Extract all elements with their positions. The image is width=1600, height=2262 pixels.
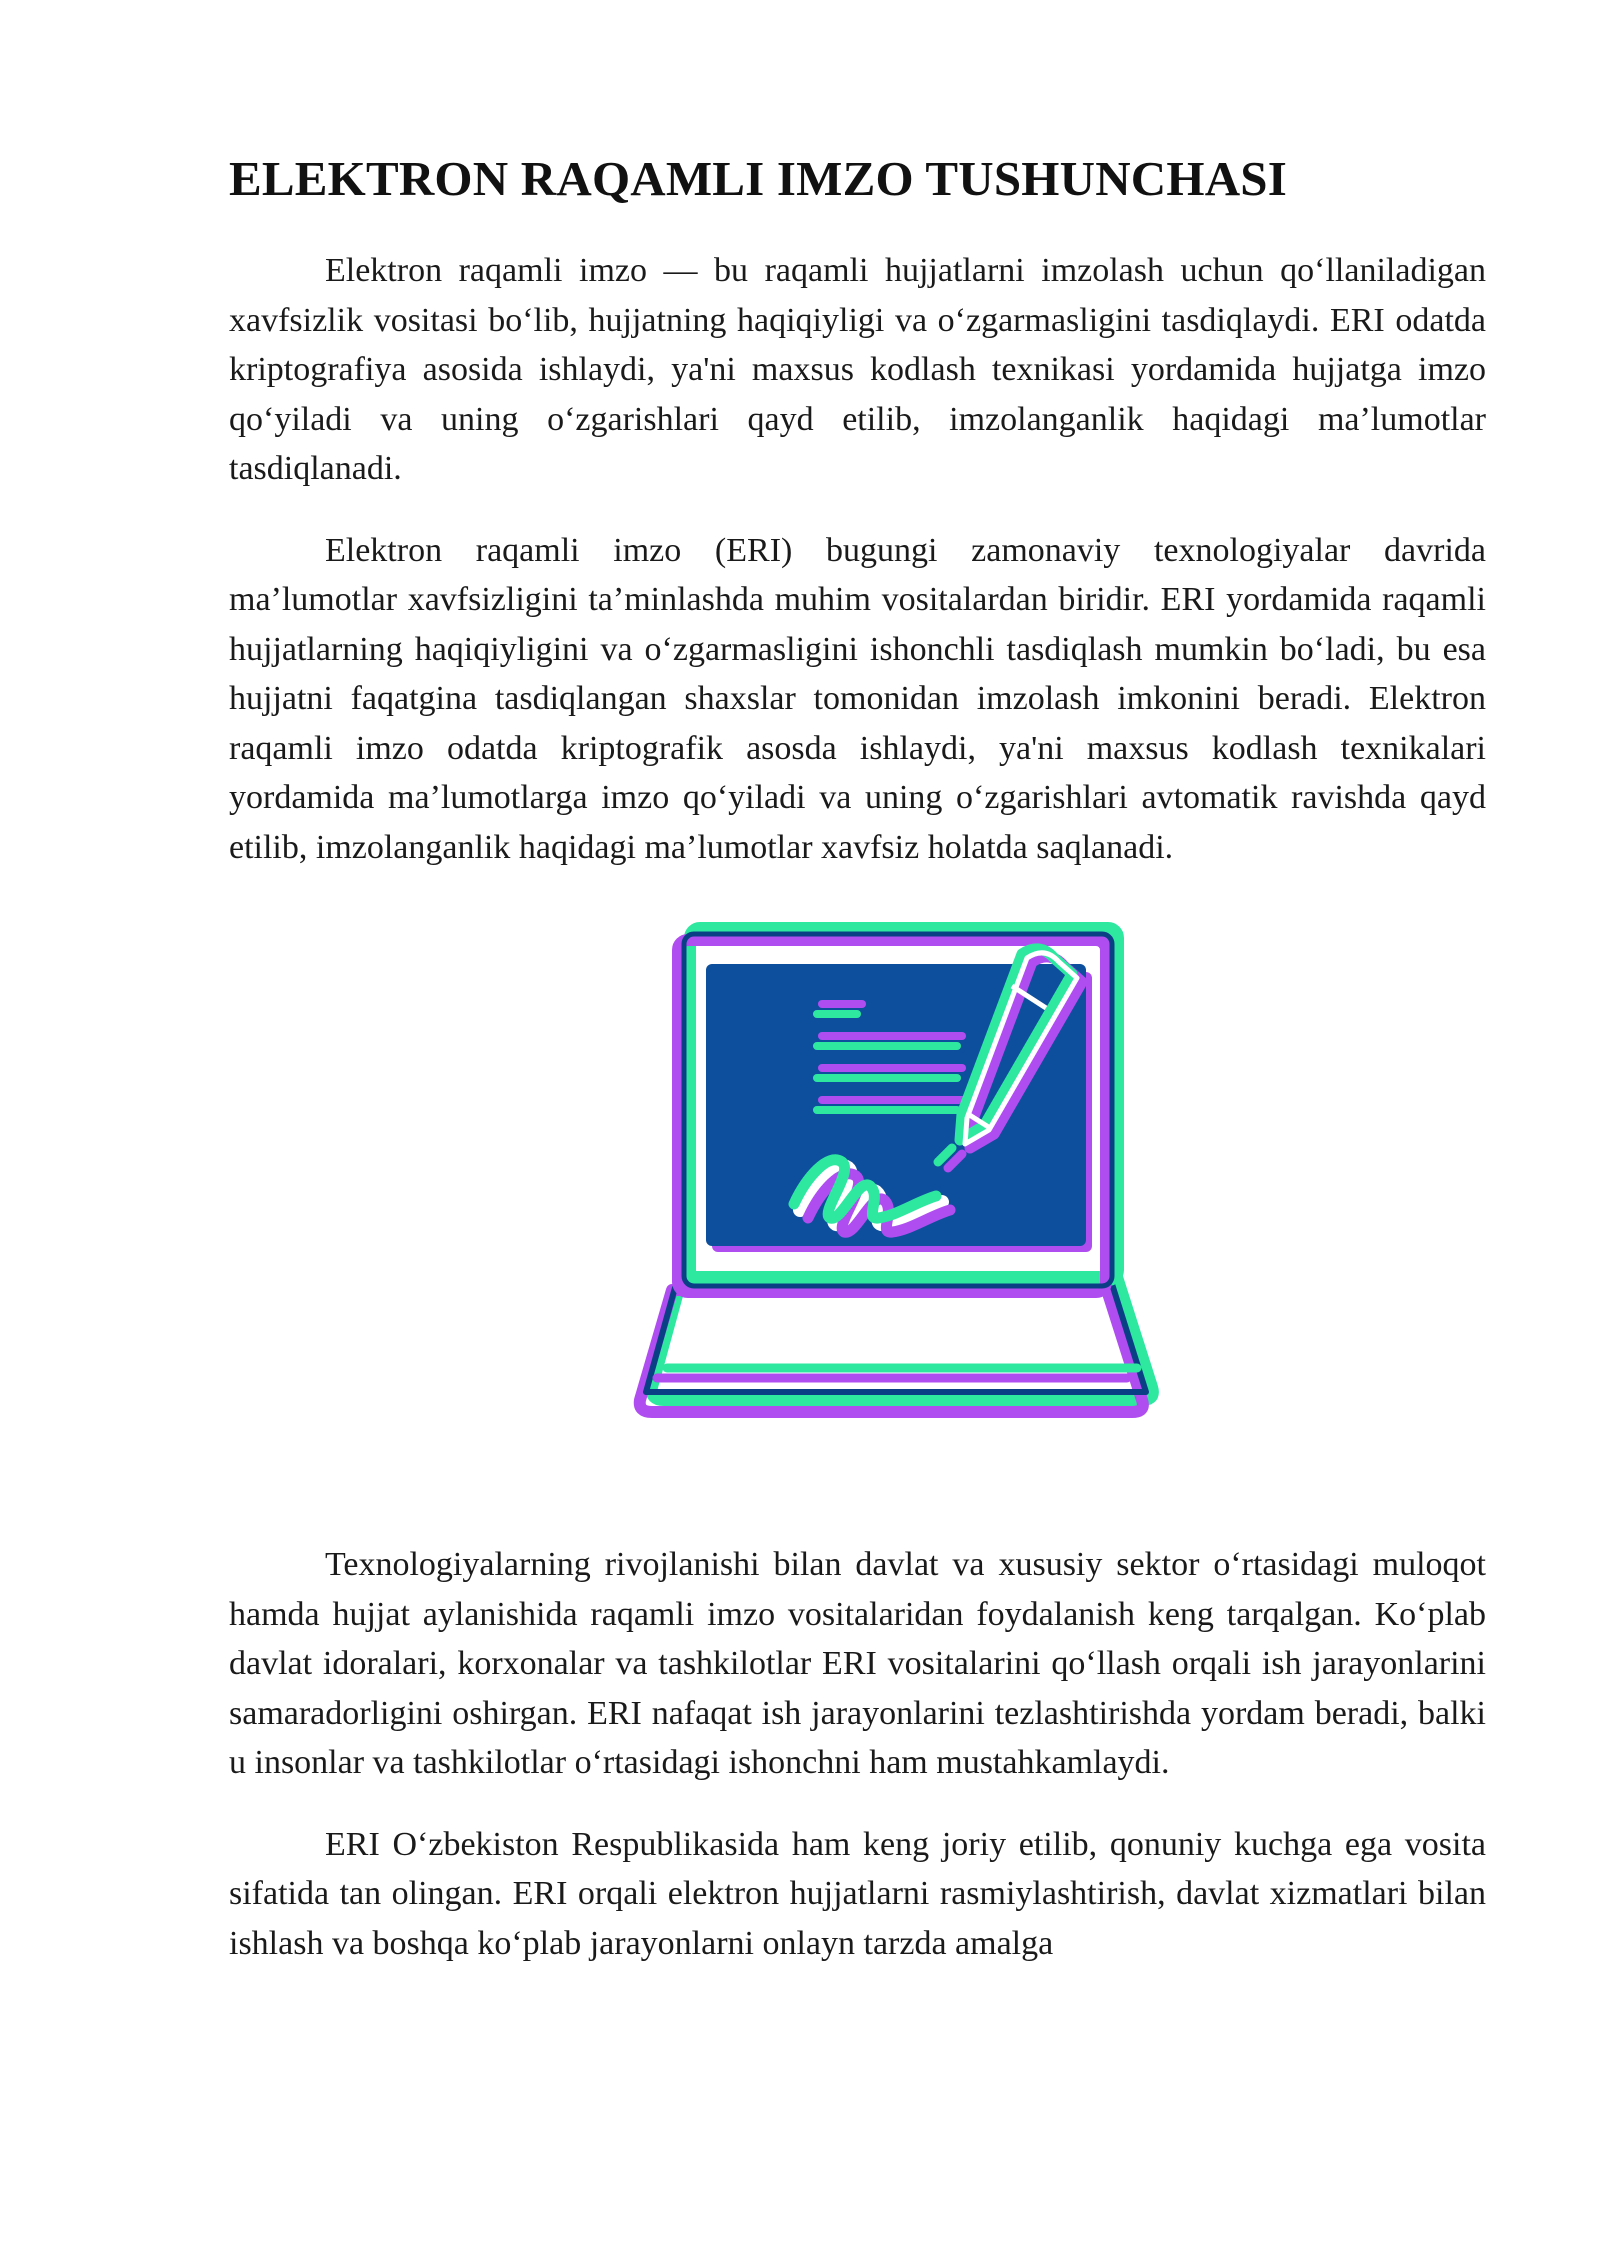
- paragraph-1: Elektron raqamli imzo — bu raqamli hujjatlarni imzolash uchun qo‘llaniladigan xavfsizlik vositasi bo‘lib, hujjatning haqiqiyligi va o‘zgarmasligini tasdiqlaydi. ERI odatda kriptografiya asosida ishlaydi, ya'ni maxsus kodlash texnikasi yordamida hujjatga imzo qo‘yiladi va uning o‘zgarishlari qayd etilib, imzolanganlik haqidagi ma’lumotlar tasdiqlanadi.: [229, 252, 1486, 487]
- screen-panel: [706, 964, 1086, 1246]
- paragraph-2: Elektron raqamli imzo (ERI) bugungi zamonaviy texnologiyalar davrida ma’lumotlar xavfsizligini ta’minlashda muhim vositalardan biridir. ERI yordamida raqamli hujjatlarning haqiqiyligini va o‘zgarmasligini ishonchli tasdiqlash mumkin bo‘ladi, bu esa hujjatni faqatgina tasdiqlangan shaxslar tomonidan imzolash imkonini beradi. Elektron raqamli imzo odatda kriptografik asosda ishlaydi, ya'ni maxsus kodlash texnikalari yordamida ma’lumotlarga imzo qo‘yiladi va uning o‘zgarishlari avtomatik ravishda qayd etilib, imzolanganlik haqidagi ma’lumotlar xavfsiz holatda saqlanadi.: [229, 531, 1486, 866]
- paragraph-3: Texnologiyalarning rivojlanishi bilan davlat va xususiy sektor o‘rtasidagi muloqot hamda hujjat aylanishida raqamli imzo vositalaridan foydalanish keng tarqalgan. Ko‘plab davlat idoralari, korxonalar va tashkilotlar ERI vositalarini qo‘llash orqali ish jarayonlarini samaradorligini oshirgan. ERI nafaqat ish jarayonlarini tezlashtirishda yordam beradi, balki u insonlar va tashkilotlar o‘rtasidagi ishonchni ham mustahkamlaydi.: [229, 1546, 1486, 1781]
- paragraph-4: ERI O‘zbekiston Respublikasida ham keng joriy etilib, qonuniy kuchga ega vosita sifatida tan olingan. ERI orqali elektron hujjatlarni rasmiylashtirish, davlat xizmatlari bilan ishlash va boshqa ko‘plab jarayonlarni onlayn tarzda amalga: [229, 1825, 1486, 1962]
- document-page: [229, 150, 1486, 2000]
- illustration-figure: [229, 922, 1486, 1482]
- page-title: ELEKTRON RAQAMLI IMZO TUSHUNCHASI: [229, 151, 1287, 206]
- laptop-signature-icon: [612, 922, 1192, 1442]
